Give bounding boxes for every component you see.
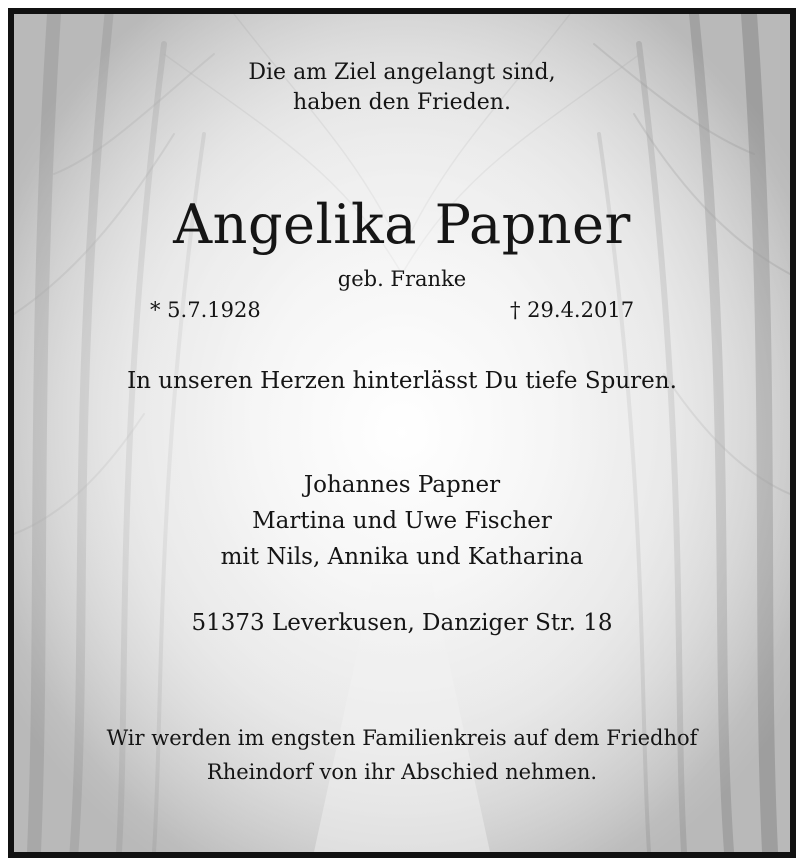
mourners-list <box>14 467 790 575</box>
maiden-name: geb. Franke <box>337 267 467 291</box>
death-date: † 29.4.2017 <box>510 298 635 322</box>
motto <box>14 58 790 118</box>
motto-line-2: haben den Frieden. <box>293 90 511 115</box>
funeral-notice-line-2: Rheindorf von ihr Abschied nehmen. <box>206 760 598 784</box>
obituary-notice <box>8 8 796 858</box>
memorial-quote: In unseren Herzen hinterlässt Du tiefe Spuren. <box>127 368 677 394</box>
funeral-notice <box>14 721 790 789</box>
birth-date: * 5.7.1928 <box>150 298 261 322</box>
mourner-line-2: Martina und Uwe Fischer <box>252 508 552 534</box>
mourner-line-1: Johannes Papner <box>303 472 501 498</box>
mourner-line-3: mit Nils, Annika und Katharina <box>220 544 584 570</box>
motto-line-1: Die am Ziel angelangt sind, <box>248 60 556 85</box>
family-address: 51373 Leverkusen, Danziger Str. 18 <box>191 610 613 636</box>
deceased-name: Angelika Papner <box>173 193 631 256</box>
funeral-notice-line-1: Wir werden im engsten Familienkreis auf dem Friedhof <box>106 726 698 750</box>
